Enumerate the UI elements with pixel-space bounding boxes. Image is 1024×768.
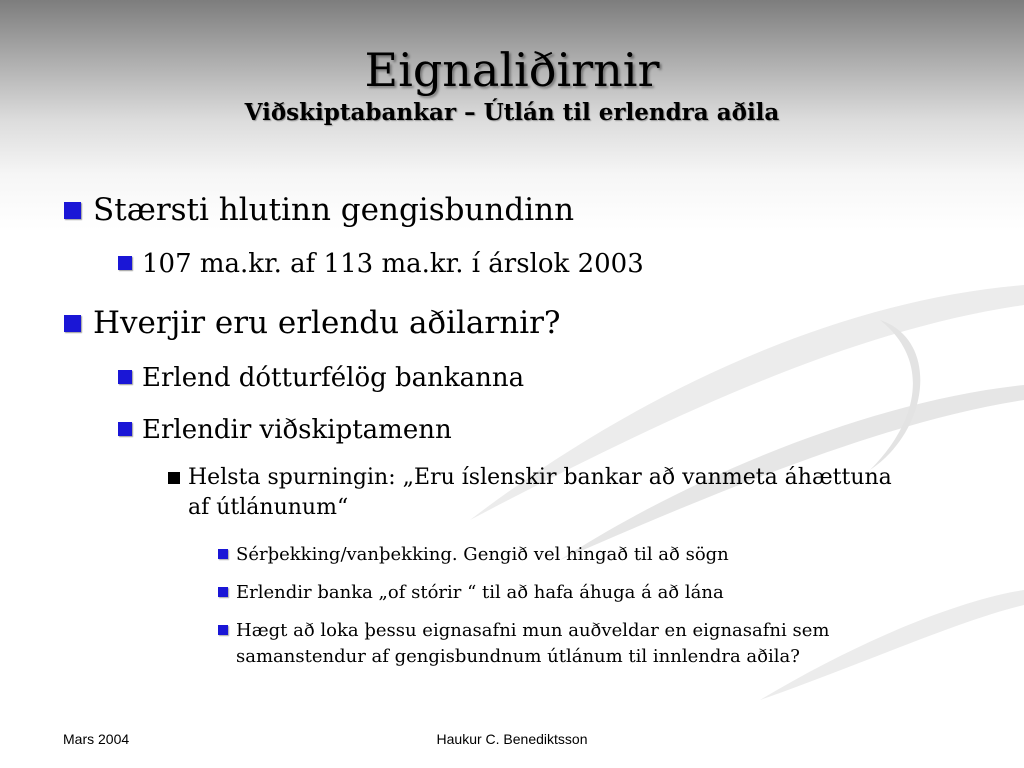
bullet-text: Hægt að loka þessu eignasafni mun auðveldar en eignasafni sem samanstendur af gengisbundnum útlánum til innlendra aðila?	[236, 620, 830, 667]
square-bullet-icon	[118, 256, 132, 270]
slide-subtitle: Viðskiptabankar – Útlán til erlendra aðila	[244, 99, 780, 126]
square-bullet-icon	[218, 587, 228, 597]
square-bullet-icon	[64, 315, 81, 332]
bullet-text: 107 ma.kr. af 113 ma.kr. í árslok 2003	[142, 249, 644, 279]
bullet-item-level4	[218, 580, 724, 606]
bullet-item-level4	[218, 542, 729, 568]
bullet-text: Erlendir viðskiptamenn	[142, 415, 452, 445]
bullet-item-level1	[64, 301, 561, 345]
square-bullet-icon	[218, 625, 228, 635]
bullet-item-level4	[218, 618, 958, 670]
bullet-text: Erlendir banka „of stórir “ til að hafa áhuga á að lána	[236, 582, 724, 603]
footer-date: Mars 2004	[63, 731, 130, 747]
bullet-text: Hverjir eru erlendu aðilarnir?	[93, 305, 561, 341]
square-bullet-icon	[118, 370, 132, 384]
bullet-item-level3	[168, 463, 908, 523]
title-block	[0, 42, 1024, 128]
square-bullet-icon	[64, 202, 81, 219]
footer-author: Haukur C. Benediktsson	[436, 731, 588, 747]
bullet-item-level1	[64, 188, 574, 232]
bullet-text: Stærsti hlutinn gengisbundinn	[93, 192, 575, 228]
square-bullet-icon	[168, 472, 180, 484]
slide-title: Eignaliðirnir	[364, 43, 660, 97]
bullet-text: Helsta spurningin: „Eru íslenskir bankar að vanmeta áhættuna af útlánunum“	[188, 465, 892, 520]
bullet-item-level2	[118, 411, 452, 449]
bullet-text: Erlend dótturfélög bankanna	[142, 363, 525, 393]
bullet-item-level2	[118, 359, 524, 397]
bullet-item-level2	[118, 245, 644, 283]
bullet-text: Sérþekking/vanþekking. Gengið vel hingað til að sögn	[236, 544, 729, 565]
square-bullet-icon	[218, 549, 228, 559]
square-bullet-icon	[118, 422, 132, 436]
